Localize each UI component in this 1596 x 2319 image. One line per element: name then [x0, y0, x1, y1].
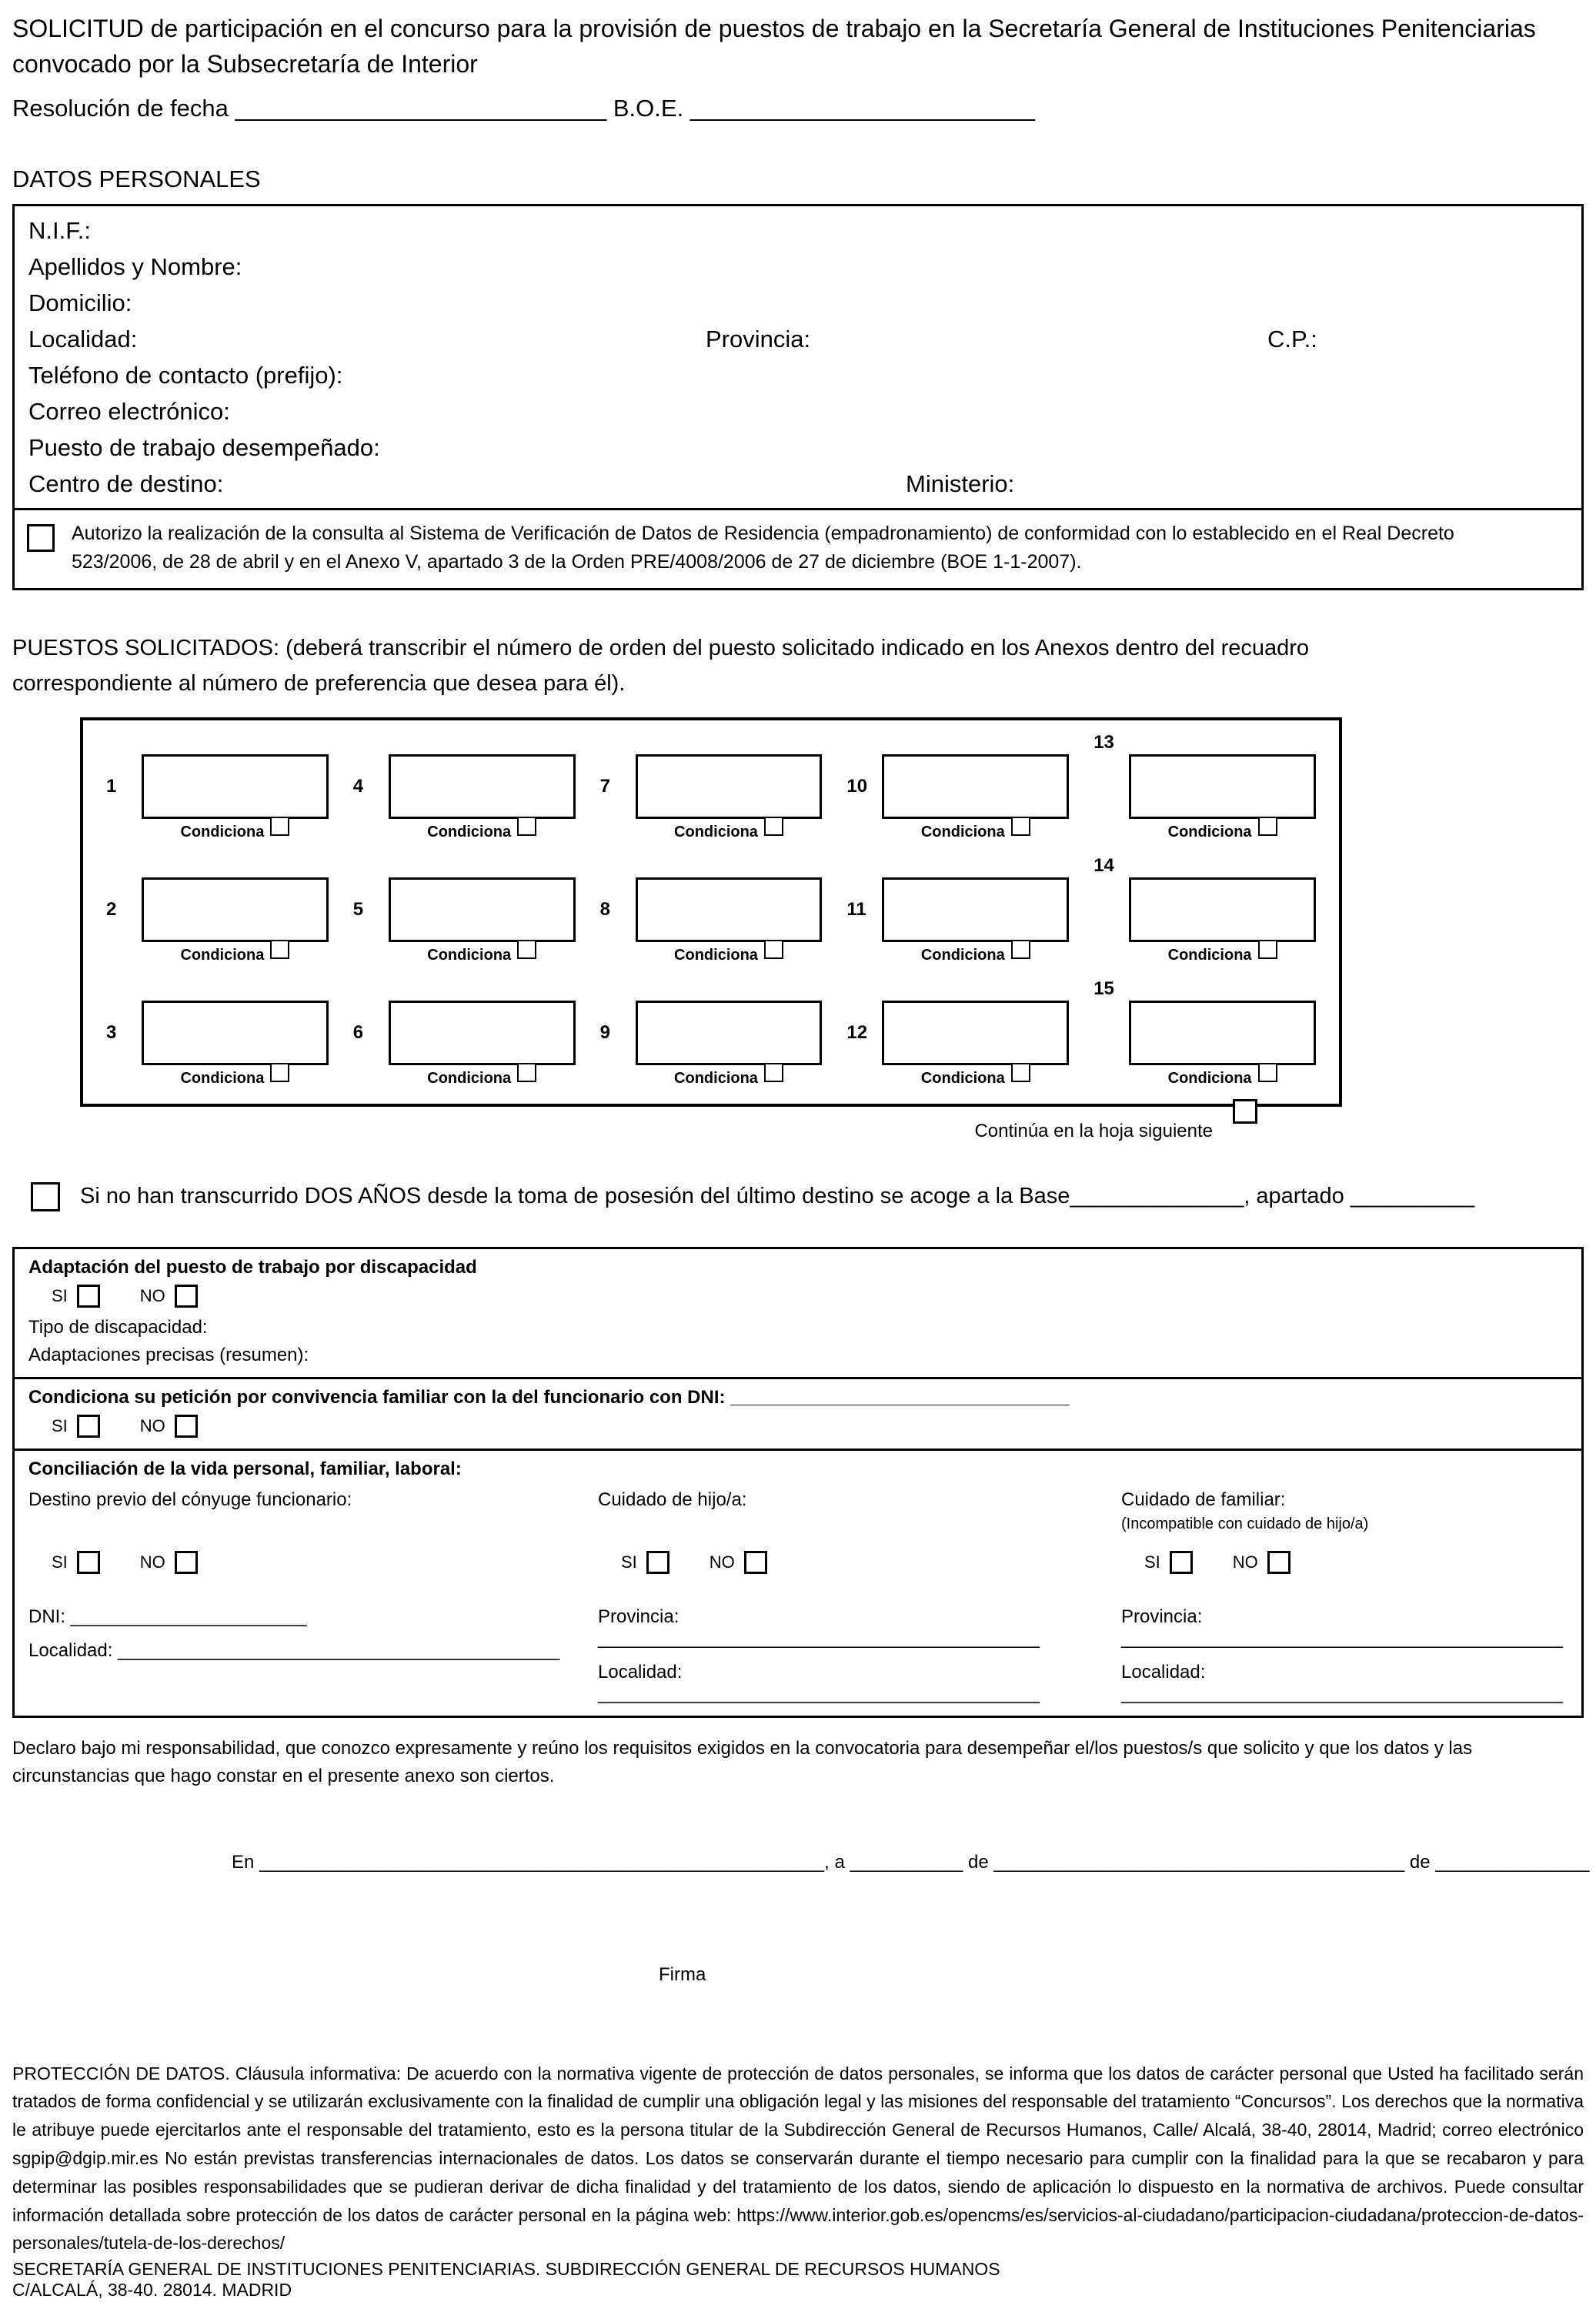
form-page	[12, 11, 1590, 2301]
continua-row	[80, 1119, 1342, 1144]
condiciona-label: Condiciona	[427, 824, 512, 841]
condiciona-checkbox[interactable]	[1011, 940, 1030, 959]
conyuge-localidad-field: Localidad: ___________________________________________	[28, 1639, 560, 1661]
condiciona-label: Condiciona	[674, 1070, 758, 1088]
no-label: NO	[139, 1285, 165, 1305]
si-label: SI	[1144, 1552, 1160, 1572]
puesto-cell	[353, 731, 576, 845]
no-label: NO	[709, 1552, 735, 1572]
condiciona-checkbox[interactable]	[270, 940, 289, 959]
puesto-cell	[1093, 854, 1316, 968]
familiar-title: Cuidado de familiar:	[1121, 1489, 1286, 1510]
no-label: NO	[1232, 1552, 1258, 1572]
no-label: NO	[139, 1552, 165, 1572]
centro-row	[28, 466, 1568, 502]
si-label: SI	[621, 1552, 637, 1572]
telefono-label: Teléfono de contacto (prefijo):	[28, 361, 343, 389]
condiciona-label: Condiciona	[920, 824, 1005, 841]
puesto-cell	[846, 731, 1069, 845]
puesto-input-box[interactable]	[142, 1001, 329, 1065]
hijo-title: Cuidado de hijo/a:	[598, 1489, 747, 1510]
familiar-localidad-field: Localidad: ___________________________________________	[1121, 1661, 1563, 1704]
puesto-cell	[106, 854, 329, 968]
puesto-cell	[846, 854, 1069, 968]
hijo-si-checkbox[interactable]	[646, 1551, 669, 1574]
familiar-provincia-field: Provincia: ___________________________________________	[1121, 1606, 1563, 1649]
condiciona-label: Condiciona	[180, 947, 265, 964]
convivencia-title: Condiciona su petición por convivencia familiar con la del funcionario con DNI: _________________________________	[28, 1386, 1070, 1408]
condiciona-checkbox[interactable]	[1258, 940, 1277, 959]
adaptacion-no-checkbox[interactable]	[175, 1285, 198, 1308]
puesto-cell	[353, 977, 576, 1091]
proteccion-datos-text: PROTECCIÓN DE DATOS. Cláusula informativa: De acuerdo con la normativa vigente de protección de datos personales, se informa que los datos de carácter personal que Usted ha facilitado serán tratados de forma confidencial y se utilizarán exclusivamente con la finalidad de cumplir una obligación legal y las misiones del responsable del tratamiento “Concursos”. Los derechos que la normativa le atribuye puede ejercitarlos ante el responsable del tratamiento, esto es la persona titular de la Subdirección General de Recursos Humanos, Calle/ Alcalá, 38-40, 28014, Madrid; correo electrónico sgpip@dgip.mir.es No están previstas transferencias internacionales de datos. Los datos se conservarán durante el tiempo necesario para cumplir con la finalidad para la que se recabaron y para determinar las posibles responsabilidades que se pudieran derivar de dicha finalidad y del tratamiento de los datos, siendo de aplicación lo dispuesto en la normativa de archivos. Puede consultar información detallada sobre protección de los datos de carácter personal en la página web: https://www.interior.gob.es/opencms/es/servicios-al-ciudadano/participacion-ciudadana/proteccion-de-datos-personales/tutela-de-los-derechos/	[12, 2063, 1584, 2254]
condiciona-checkbox[interactable]	[1011, 817, 1030, 836]
puesto-input-box[interactable]	[636, 877, 823, 942]
si-label: SI	[52, 1552, 68, 1572]
correo-label: Correo electrónico:	[28, 397, 230, 425]
hijo-column	[598, 1489, 1121, 1705]
autorizo-box	[12, 508, 1584, 590]
condiciona-label: Condiciona	[920, 947, 1005, 964]
apellidos-row	[28, 249, 1568, 285]
familiar-si-checkbox[interactable]	[1170, 1551, 1193, 1574]
puesto-cell	[846, 977, 1069, 1091]
continua-checkbox[interactable]	[1233, 1099, 1257, 1124]
puesto-number: 6	[352, 1021, 364, 1043]
dos-anios-text: Si no han transcurrido DOS AÑOS desde la toma de posesión del último destino se acoge a la Base______________, apartado __________	[80, 1184, 1475, 1209]
condiciona-checkbox[interactable]	[1011, 1063, 1030, 1082]
condiciona-checkbox[interactable]	[270, 817, 289, 836]
footer-organization: SECRETARÍA GENERAL DE INSTITUCIONES PENITENCIARIAS. SUBDIRECCIÓN GENERAL DE RECURSOS HUMANOS	[12, 2259, 1000, 2280]
si-label: SI	[52, 1285, 68, 1305]
condiciona-checkbox[interactable]	[270, 1063, 289, 1082]
adaptaciones-precisas-label: Adaptaciones precisas (resumen):	[28, 1344, 309, 1365]
ministerio-label: Ministerio:	[906, 469, 1015, 497]
conyuge-no-checkbox[interactable]	[175, 1551, 198, 1574]
puesto-label: Puesto de trabajo desempeñado:	[28, 433, 380, 461]
puesto-number: 1	[106, 775, 117, 797]
puesto-cell	[600, 731, 823, 845]
condiciona-checkbox[interactable]	[1258, 1063, 1277, 1082]
puesto-number: 10	[846, 775, 868, 797]
puesto-input-box[interactable]	[1129, 877, 1316, 942]
condiciona-label: Condiciona	[180, 1070, 265, 1088]
domicilio-label: Domicilio:	[28, 289, 132, 316]
puesto-number: 13	[1093, 731, 1114, 753]
condiciona-label: Condiciona	[674, 947, 758, 964]
puesto-cell	[600, 854, 823, 968]
condiciona-label: Condiciona	[1167, 824, 1252, 841]
puesto-input-box[interactable]	[882, 1001, 1069, 1065]
tipo-discapacidad-label: Tipo de discapacidad:	[28, 1316, 208, 1338]
puesto-cell	[106, 731, 329, 845]
adaptacion-section	[15, 1249, 1581, 1377]
familiar-note: (Incompatible con cuidado de hijo/a)	[1121, 1515, 1369, 1532]
cp-label: C.P.:	[1267, 325, 1317, 353]
condiciones-box	[12, 1247, 1584, 1718]
puesto-cell	[1093, 977, 1316, 1091]
condiciona-label: Condiciona	[427, 947, 512, 964]
centro-label: Centro de destino:	[28, 469, 224, 497]
puesto-input-box[interactable]	[636, 1001, 823, 1065]
puesto-number: 2	[106, 898, 117, 920]
familiar-no-checkbox[interactable]	[1267, 1551, 1290, 1574]
conyuge-column	[28, 1489, 598, 1705]
condiciona-checkbox[interactable]	[517, 1063, 536, 1082]
footer-address: C/ALCALÁ, 38-40. 28014. MADRID	[12, 2280, 292, 2301]
familiar-column	[1121, 1489, 1568, 1705]
condiciona-checkbox[interactable]	[517, 940, 536, 959]
form-title: SOLICITUD de participación en el concurso para la provisión de puestos de trabajo en la Secretaría General de Instituciones Penitenciarias convocado por la Subsecretaría de Interior	[12, 15, 1536, 79]
condiciona-checkbox[interactable]	[764, 817, 783, 836]
continua-label: Continúa en la hoja siguiente	[974, 1120, 1213, 1141]
puesto-input-box[interactable]	[636, 754, 823, 819]
conyuge-dni-field: DNI: _______________________	[28, 1606, 307, 1627]
provincia-label: Provincia:	[706, 325, 811, 353]
puesto-input-box[interactable]	[142, 754, 329, 819]
puesto-number: 14	[1093, 854, 1114, 876]
adaptacion-sino	[52, 1285, 1568, 1308]
autorizo-checkbox[interactable]	[27, 524, 55, 552]
condiciona-checkbox[interactable]	[517, 817, 536, 836]
puesto-number: 4	[352, 775, 364, 797]
puestos-grid	[106, 731, 1316, 1091]
telefono-row	[28, 357, 1568, 393]
condiciona-checkbox[interactable]	[764, 940, 783, 959]
localidad-label: Localidad:	[28, 325, 138, 353]
conciliacion-columns	[28, 1489, 1568, 1705]
puesto-input-box[interactable]	[882, 877, 1069, 942]
conciliacion-section	[15, 1449, 1581, 1716]
puesto-number: 7	[599, 775, 610, 797]
puestos-heading: PUESTOS SOLICITADOS: (deberá transcribir el número de orden del puesto solicitado indicado en los Anexos dentro del recuadro correspondiente al número de preferencia que desea para él).	[12, 635, 1310, 697]
puesto-input-box[interactable]	[1129, 754, 1316, 819]
localidad-row	[28, 321, 1568, 357]
domicilio-row	[28, 285, 1568, 321]
condiciona-label: Condiciona	[1167, 1070, 1252, 1088]
si-label: SI	[52, 1415, 68, 1435]
correo-row	[28, 393, 1568, 429]
puesto-number: 5	[352, 898, 364, 920]
puesto-number: 11	[846, 898, 866, 920]
conciliacion-title: Conciliación de la vida personal, familiar, laboral:	[28, 1458, 462, 1479]
puesto-cell	[600, 977, 823, 1091]
puesto-cell	[106, 977, 329, 1091]
puesto-number: 9	[599, 1021, 610, 1043]
puesto-input-box[interactable]	[142, 877, 329, 942]
no-label: NO	[139, 1415, 165, 1435]
conyuge-si-checkbox[interactable]	[77, 1551, 100, 1574]
puesto-input-box[interactable]	[389, 1001, 576, 1065]
puesto-row	[28, 429, 1568, 466]
nif-row	[28, 212, 1568, 249]
condiciona-label: Condiciona	[1167, 947, 1252, 964]
apellidos-label: Apellidos y Nombre:	[28, 252, 242, 280]
adaptacion-si-checkbox[interactable]	[77, 1285, 100, 1308]
hijo-sino	[621, 1551, 1121, 1574]
condiciona-label: Condiciona	[920, 1070, 1005, 1088]
hijo-provincia-field: Provincia: ___________________________________________	[598, 1606, 1040, 1649]
resolucion-line: Resolución de fecha ____________________________ B.O.E. __________________________	[12, 94, 1036, 122]
puesto-input-box[interactable]	[882, 754, 1069, 819]
firma-label: Firma	[659, 1963, 706, 1985]
condiciona-label: Condiciona	[180, 824, 265, 841]
autorizo-text: Autorizo la realización de la consulta al Sistema de Verificación de Datos de Residencia (empadronamiento) de conformidad con lo establecido en el Real Decreto 523/2006, de 28 de abril y en el Anexo V, apartado 3 de la Orden PRE/4008/2006 de 27 de diciembre (BOE 1-1-2007).	[72, 522, 1454, 573]
condiciona-label: Condiciona	[674, 824, 758, 841]
puesto-number: 12	[846, 1021, 868, 1043]
puesto-number: 15	[1093, 977, 1114, 999]
convivencia-section	[15, 1377, 1581, 1449]
hijo-no-checkbox[interactable]	[744, 1551, 767, 1574]
conyuge-title: Destino previo del cónyuge funcionario:	[28, 1489, 352, 1510]
dos-anios-checkbox[interactable]	[31, 1182, 60, 1211]
condiciona-checkbox[interactable]	[764, 1063, 783, 1082]
conyuge-sino	[52, 1551, 598, 1574]
familiar-sino	[1144, 1551, 1568, 1574]
puesto-input-box[interactable]	[389, 754, 576, 819]
hijo-localidad-field: Localidad: ___________________________________________	[598, 1661, 1040, 1704]
puestos-box	[80, 717, 1342, 1107]
puesto-number: 3	[106, 1021, 117, 1043]
condiciona-checkbox[interactable]	[1258, 817, 1277, 836]
puesto-cell	[353, 854, 576, 968]
condiciona-label: Condiciona	[427, 1070, 512, 1088]
puesto-number: 8	[599, 898, 610, 920]
puesto-cell	[1093, 731, 1316, 845]
puesto-input-box[interactable]	[1129, 1001, 1316, 1065]
adaptacion-title: Adaptación del puesto de trabajo por discapacidad	[28, 1256, 477, 1278]
convivencia-si-checkbox[interactable]	[77, 1415, 100, 1438]
convivencia-no-checkbox[interactable]	[175, 1415, 198, 1438]
puesto-input-box[interactable]	[389, 877, 576, 942]
nif-label: N.I.F.:	[28, 216, 91, 244]
datos-personales-heading: DATOS PERSONALES	[12, 165, 261, 192]
dos-anios-row	[12, 1182, 1584, 1211]
convivencia-sino	[52, 1415, 1568, 1438]
fecha-line: En _______________________________________________________, a ___________ de ________________________________________ de _______________	[232, 1851, 1590, 1873]
datos-personales-box	[12, 204, 1584, 510]
declaracion-text: Declaro bajo mi responsabilidad, que conozco expresamente y reúno los requisitos exigidos en la convocatoria para desempeñar el/los puestos/s que solicito y que los datos y las circunstancias que hago constar en el presente anexo son ciertos.	[12, 1737, 1473, 1786]
